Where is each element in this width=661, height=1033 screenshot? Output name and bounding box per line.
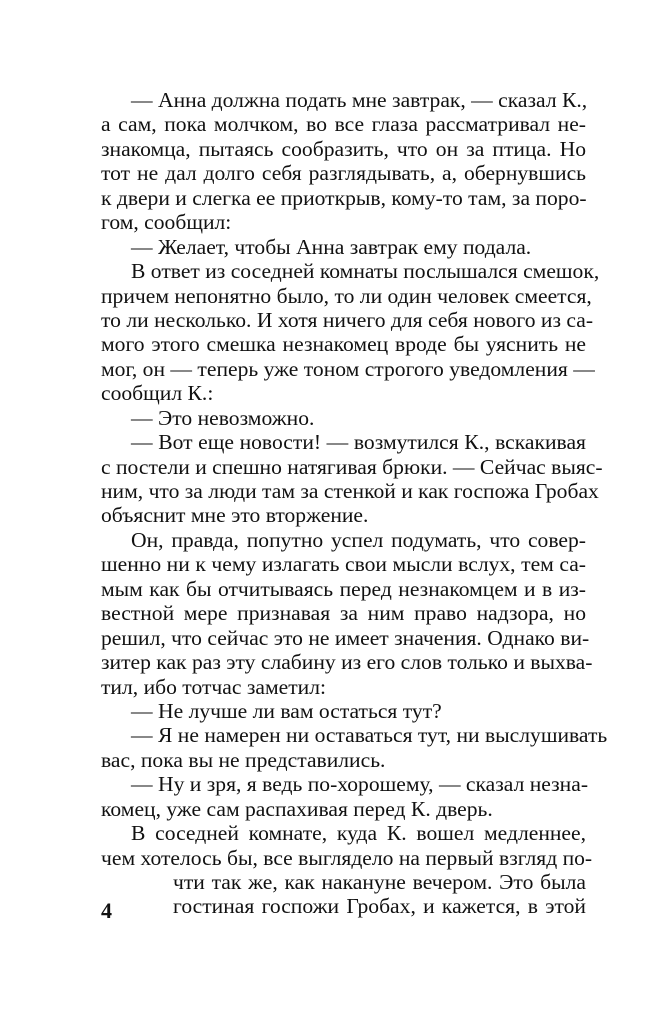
text-line: В соседней комнате, куда К. вошел медленнее,	[131, 821, 586, 846]
text-line: — Анна должна подать мне завтрак, — сказал К.,	[131, 88, 588, 112]
text-line: — Ну и зря, я ведь по-хорошему, — сказал незна-	[131, 772, 589, 797]
text-line: знакомца, пытаясь сообразить, что он за птица. Но	[101, 136, 586, 161]
text-line: — Это невозможно.	[131, 405, 315, 430]
text-line: гом, сообщил:	[101, 210, 232, 235]
text-line: вестной мере признавая за ним право надзора, но	[101, 601, 586, 626]
text-line: ним, что за люди там за стенкой и как госпожа Гробах	[101, 479, 599, 503]
text-line: шенно ни к чему излагать свои мысли вслух, тем са-	[101, 552, 586, 577]
text-line: — Не лучше ли вам остаться тут?	[131, 698, 442, 723]
text-line: чти так же, как накануне вечером. Это была	[173, 870, 586, 894]
text-line: — Желает, чтобы Анна завтрак ему подала.	[131, 234, 532, 259]
page-number: 4	[101, 898, 112, 923]
text-line: тот не дал долго себя разглядывать, а, обернувшись	[101, 161, 586, 186]
text-line: зитер как раз эту слабину из его слов только и выхва-	[101, 650, 593, 675]
text-line: причем непонятно было, то ли один человек смеется,	[101, 283, 592, 308]
text-line: — Я не намерен ни оставаться тут, ни выслушивать	[131, 723, 608, 748]
text-line: то ли несколько. И хотя ничего для себя нового из са-	[101, 307, 594, 332]
text-line: гостиная госпожи Гробах, и кажется, в этой	[173, 894, 586, 919]
text-line: чем хотелось бы, все выглядело на первый взгляд по-	[101, 845, 593, 870]
body-text	[101, 88, 608, 919]
text-line: Он, правда, попутно успел подумать, что совер-	[131, 527, 586, 552]
text-line: тил, ибо тотчас заметил:	[101, 674, 326, 699]
text-line: мог, он — теперь уже тоном строгого уведомления —	[101, 356, 595, 381]
text-line: с постели и спешно натягивая брюки. — Сейчас выяс-	[101, 454, 603, 479]
text-line: а сам, пока молчком, во все глаза рассматривал не-	[101, 112, 586, 137]
text-line: вас, пока вы не представились.	[101, 747, 386, 772]
text-line: решил, что сейчас это не имеет значения. Однако ви-	[101, 625, 590, 650]
text-line: мого этого смешка незнакомец вроде бы уяснить не	[101, 332, 586, 357]
text-line: — Вот еще новости! — возмутился К., вскакивая	[131, 430, 586, 455]
text-line: сообщил К.:	[101, 381, 214, 406]
text-line: мым как бы отчитываясь перед незнакомцем и в из-	[101, 576, 586, 601]
text-line: объяснит мне это вторжение.	[101, 503, 369, 528]
text-line: к двери и слегка ее приоткрыв, кому-то там, за поро-	[101, 185, 587, 210]
text-line: В ответ из соседней комнаты послышался смешок,	[131, 259, 600, 284]
text-line: комец, уже сам распахивая перед К. дверь.	[101, 796, 493, 821]
